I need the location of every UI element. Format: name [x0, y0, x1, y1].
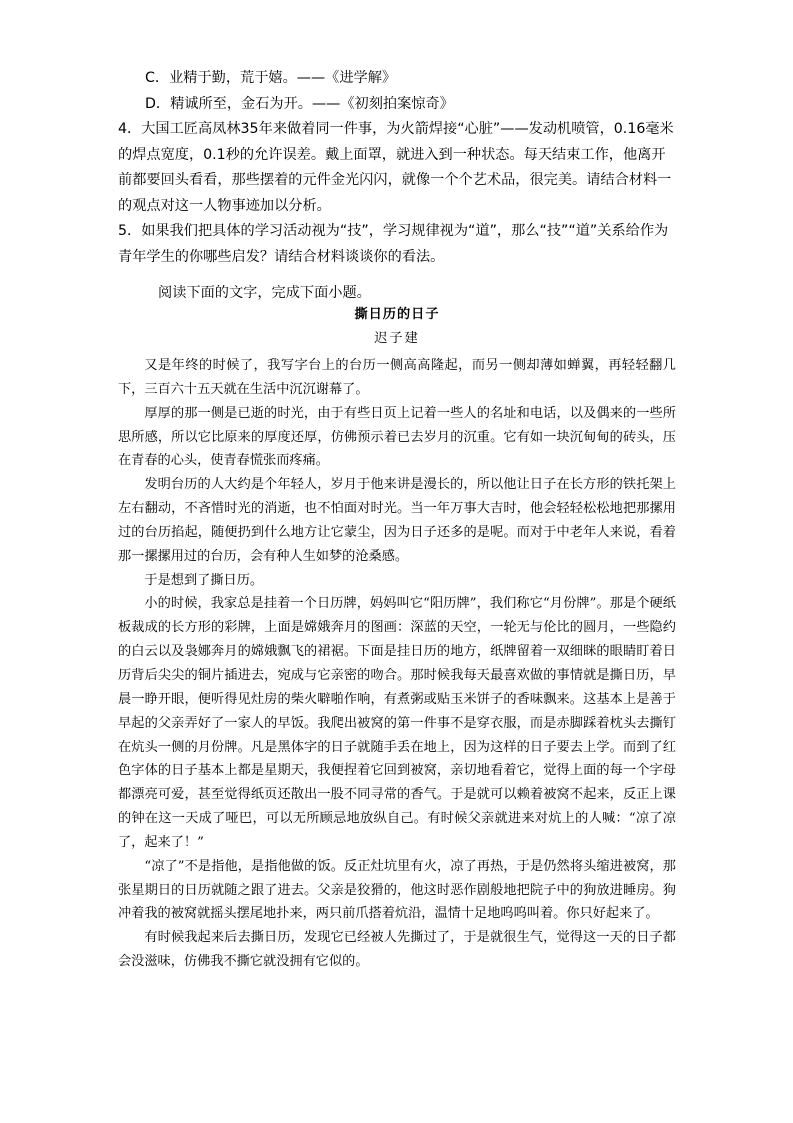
reading-article: [118, 305, 676, 974]
article-paragraph: 又是年终的时候了，我写字台上的台历一侧高高隆起，而另一侧却薄如蝉翼，再轻轻翻几下，三百六十五天就在生活中沉沉谢幕了。: [118, 358, 676, 397]
article-paragraph: “凉了”不是指他，是指他做的饭。反正灶坑里有火，凉了再热，于是仍然将头缩进被窝，那张星期日的日历就随之跟了进去。父亲是狡猾的，他这时恶作剧般地把院子中的狗放进睡房。狗冲着我的被窝就摇头摆尾地扑来，两只前爪搭着炕沿，温情十足地呜呜叫着。你只好起来了。: [118, 858, 676, 922]
option-c: C．业精于勤，荒于嬉。——《进学解》: [145, 70, 397, 86]
article-paragraph: 于是想到了撕日历。: [144, 572, 264, 588]
article-paragraph: 有时候我起来后去撕日历，发现它已经被人先撕过了，于是就很生气，觉得这一天的日子都会没滋味，仿佛我不撕它就没拥有它似的。: [118, 930, 676, 970]
article-body: [118, 354, 676, 974]
article-author: 迟子建: [374, 331, 420, 346]
option-d: D．精诚所至，金石为开。——《初刻拍案惊奇》: [145, 95, 454, 112]
article-paragraph: 发明台历的人大约是个年轻人，岁月于他来讲是漫长的，所以他让日子在长方形的铁托架上左右翻动，不吝惜时光的消逝，也不怕面对时光。当一年万事大吉时，他会轻轻松松地把那摞用过的台历掐起，随便扔到什么地方让它蒙尘，因为日子还多的是呢。而对于中老年人来说，看着那一摞摞用过的台历，会有种人生如梦的沧桑感。: [118, 477, 676, 564]
question-section: [118, 66, 678, 270]
reading-instruction: 阅读下面的文字，完成下面小题。: [158, 285, 371, 301]
article-paragraph: 厚厚的那一侧是已逝的时光，由于有些日页上记着一些人的名址和电话，以及偶来的一些所思所感，所以它比原来的厚度还厚，仿佛预示着已去岁月的沉重。它有如一块沉甸甸的砖头，压在青春的心头，使青春慌张而疼痛。: [118, 405, 676, 469]
question-5: 5．如果我们把具体的学习活动视为“技”，学习规律视为“道”，那么“技”“道”关系给作为青年学生的你哪些启发？请结合材料谈谈你的看法。: [118, 223, 669, 265]
article-title: 撕日历的日子: [354, 307, 440, 322]
question-4: 4．大国工匠高凤林35年来做着同一件事，为火箭焊接“心脏”——发动机喷管，0.16毫米的焊点宽度，0.1秒的允许误差。戴上面罩，就进入到一种状态。每天结束工作，他离开前都要回头看看，那些摆着的元件金光闪闪，就像一个个艺术品，很完美。请结合材料一的观点对这一人物事迹加以分析。: [118, 121, 674, 214]
article-paragraph: 小的时候，我家总是挂着一个日历牌，妈妈叫它“阳历牌”，我们称它“月份牌”。那是个硬纸板裁成的长方形的彩牌，上面是嫦娥奔月的图画：深蓝的天空，一轮无与伦比的圆月，一些隐约的白云以及袅娜奔月的嫦娥飘飞的裙裾。下面是挂日历的地方，纸牌留着一双细眯的眼睛盯着日历背后尖尖的铜片插进去，宛成与它亲密的吻合。那时候我每天最喜欢做的事情就是撕日历，早晨一睁开眼，便听得见灶房的柴火噼啪作响，有煮粥或贴玉米饼子的香味飘来。这基本上是善于早起的父亲弄好了一家人的早饭。我爬出被窝的第一件事不是穿衣服，而是赤脚踩着枕头去撕钉在炕头一侧的月份牌。凡是黑体字的日子就随手丢在地上，因为这样的日子要去上学。而到了红色字体的日子基本上都是星期天，我便捏着它回到被窝，亲切地看着它，觉得上面的每一个字母都漂亮可爱，甚至觉得纸页还散出一股不同寻常的香气。于是就可以赖着被窝不起来，反正上课的钟在这一天成了哑巴，可以无所顾忌地放纵自己。有时候父亲就进来对炕上的人喊：“凉了凉了，起来了！”: [118, 596, 676, 850]
